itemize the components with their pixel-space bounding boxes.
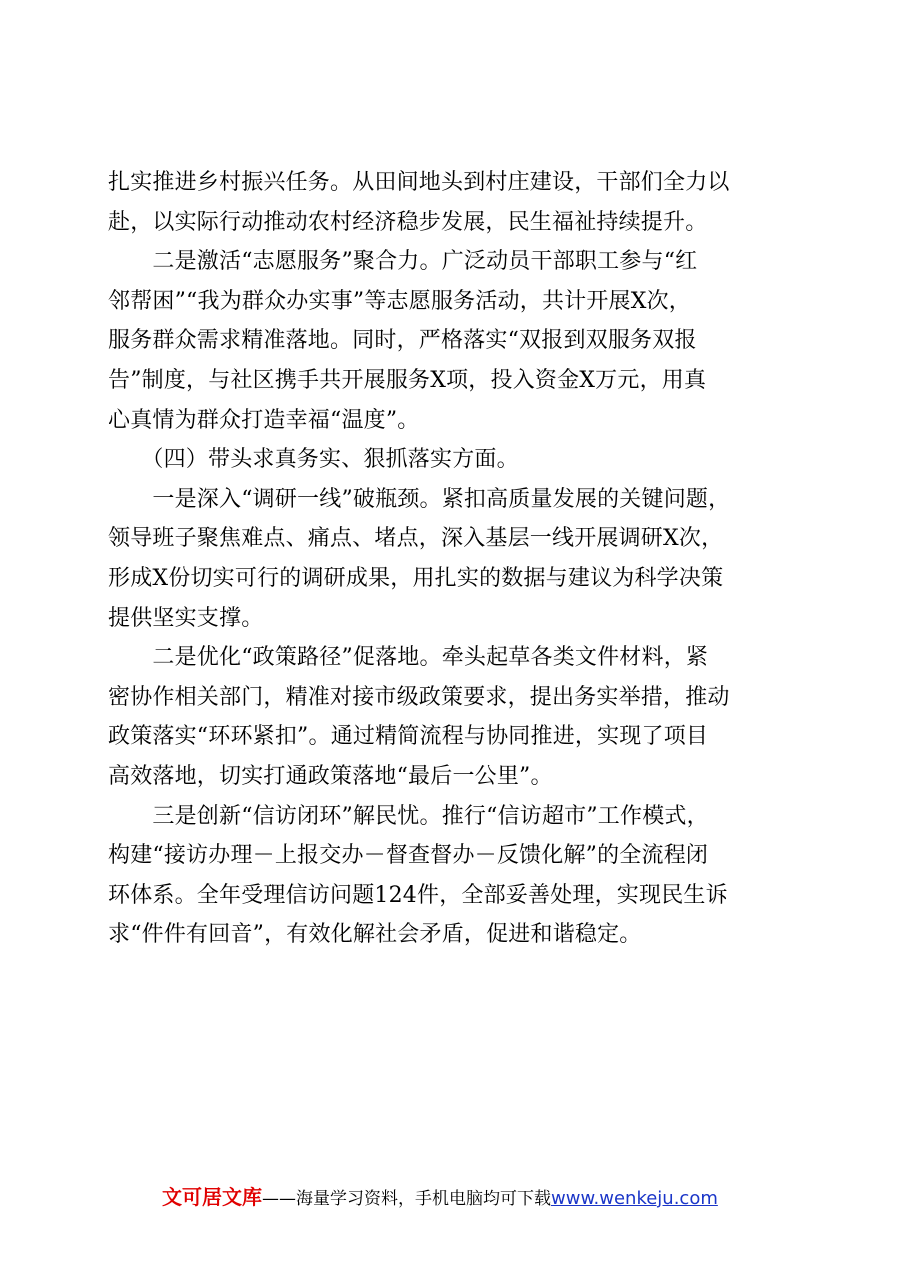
text-line: 环体系。全年受理信访问题124件，全部妥善处理，实现民生诉 xyxy=(108,882,728,908)
text-line: 邻帮困”“我为群众办实事”等志愿服务活动，共计开展X次， xyxy=(108,288,692,314)
text-line: 形成X份切实可行的调研成果，用扎实的数据与建议为科学决策 xyxy=(108,566,724,591)
text-line: 服务群众需求精准落地。同时，严格落实“双报到双服务双报 xyxy=(108,328,697,354)
text-line: 一是深入“调研一线”破瓶颈。紧扣高质量发展的关键问题， xyxy=(108,486,731,512)
footer-tagline: ——海量学习资料，手机电脑均可下载 xyxy=(262,1189,551,1209)
footer-brand: 文可居文库 xyxy=(162,1185,262,1209)
text-line: 领导班子聚焦难点、痛点、堵点，深入基层一线开展调研X次， xyxy=(108,526,724,552)
text-line: 赴，以实际行动推动农村经济稳步发展，民生福祉持续提升。 xyxy=(108,209,708,235)
text-line: 心真情为群众打造幸福“温度”。 xyxy=(108,407,420,433)
text-line: 构建“接访办理－上报交办－督查督办－反馈化解”的全流程闭 xyxy=(108,843,709,869)
text-line: 求“件件有回音”，有效化解社会矛盾，促进和谐稳定。 xyxy=(108,922,642,948)
footer-site-link[interactable]: www.wenkeju.com xyxy=(551,1188,718,1209)
footer-banner xyxy=(162,1182,718,1212)
text-line: 密协作相关部门，精准对接市级政策要求，提出务实举措，推动 xyxy=(108,684,730,710)
text-line: 二是激活“志愿服务”聚合力。广泛动员干部职工参与“红 xyxy=(108,249,698,275)
text-line: 二是优化“政策路径”促落地。牵头起草各类文件材料，紧 xyxy=(108,645,709,671)
text-line: 高效落地，切实打通政策落地“最后一公里”。 xyxy=(108,764,553,789)
section-heading: （四）带头求真务实、狠抓落实方面。 xyxy=(108,447,519,473)
text-line: 告”制度，与社区携手共开展服务X项，投入资金X万元，用真 xyxy=(108,368,707,393)
text-line: 政策落实“环环紧扣”。通过精简流程与协同推进，实现了项目 xyxy=(108,724,709,750)
text-line: 扎实推进乡村振兴任务。从田间地头到村庄建设，干部们全力以 xyxy=(108,170,730,195)
text-line: 三是创新“信访闭环”解民忧。推行“信访超市”工作模式， xyxy=(108,803,709,829)
text-line: 提供坚实支撑。 xyxy=(108,605,264,631)
